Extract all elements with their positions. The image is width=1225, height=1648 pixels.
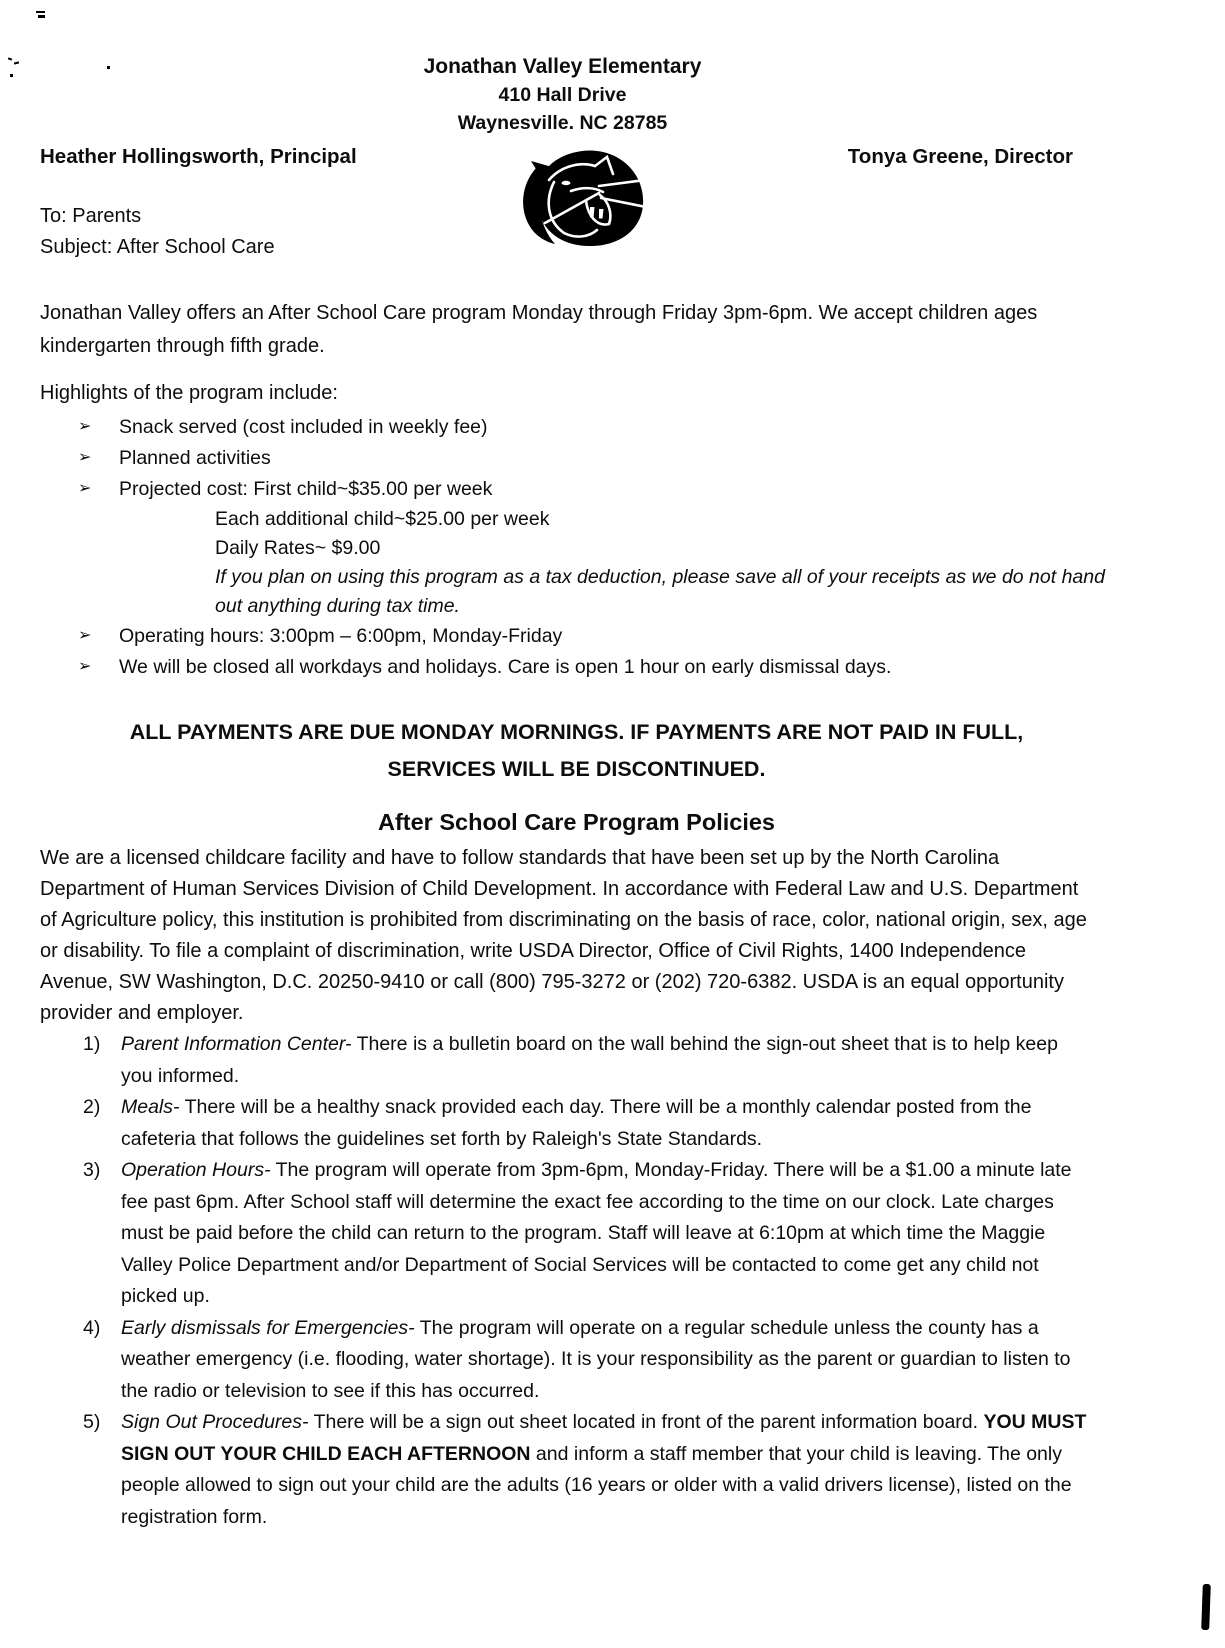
policy-item-text: Early dismissals for Emergencies- The program will operate on a regular schedule unless the county has a weather emergency (i.e. flooding, water shortage). It is your responsibility as the parent or guardian to listen to the radio or television to see if this has occurred. <box>121 1316 1071 1402</box>
policy-item-text: Parent Information Center- There is a bulletin board on the wall behind the sign-out sheet that is to help keep you informed. <box>121 1033 1058 1087</box>
memo-subject-line: Subject: After School Care <box>40 236 275 258</box>
highlight-item-closed-days <box>78 652 1225 682</box>
highlight-item-cost <box>78 474 1225 504</box>
director-name: Tonya Greene, Director <box>847 145 1073 168</box>
sign-out-bold-warning: YOU MUST SIGN OUT YOUR CHILD EACH AFTERNOON <box>121 1411 1087 1465</box>
highlight-text: Projected cost: First child~$35.00 per week <box>119 478 493 500</box>
highlight-item-snack <box>78 412 1225 442</box>
policy-item-lead: Operation Hours- <box>121 1159 271 1181</box>
policy-item-text: Operation Hours- The program will operate from 3pm-6pm, Monday-Friday. There will be a $1.00 a minute late fee past 6pm. After School staff will determine the exact fee according to the time on our clock. Late charges must be paid before the child can return to the program. Staff will leave at 6:10pm at which time the Maggie Valley Police Department and/or Department of Social Services will be contacted to come get any child not picked up. <box>121 1159 1072 1307</box>
highlight-item-activities <box>78 443 1225 473</box>
highlight-text: We will be closed all workdays and holidays. Care is open 1 hour on early dismissal days. <box>119 656 892 678</box>
policy-item-meals <box>83 1092 1225 1155</box>
highlight-text: Snack served (cost included in weekly fee) <box>119 416 488 438</box>
payment-notice <box>0 714 1189 788</box>
arrow-bullet-icon: ➢ <box>78 658 92 675</box>
address-line-2: Waynesville. NC 28785 <box>457 112 668 134</box>
highlights-list <box>78 412 1225 682</box>
policy-item-number: 4) <box>83 1316 101 1339</box>
policy-item-lead: Meals- <box>121 1096 180 1118</box>
policies-list <box>83 1029 1225 1533</box>
highlight-text: Planned activities <box>119 447 271 469</box>
policy-item-operation-hours <box>83 1155 1225 1313</box>
principal-name: Heather Hollingsworth, Principal <box>40 145 357 168</box>
policy-item-lead: Parent Information Center- <box>121 1033 352 1055</box>
arrow-bullet-icon: ➢ <box>78 627 92 644</box>
cost-subline: Each additional child~$25.00 per week <box>215 508 550 530</box>
school-name: Jonathan Valley Elementary <box>423 55 702 78</box>
highlights-title: Highlights of the program include: <box>40 382 338 404</box>
panther-mascot-icon <box>502 146 660 248</box>
policy-item-lead: Sign Out Procedures- <box>121 1411 309 1433</box>
memo-to-line: To: Parents <box>40 205 142 227</box>
policy-item-parent-information-center <box>83 1029 1225 1092</box>
policy-item-text: Meals- There will be a healthy snack provided each day. There will be a monthly calendar posted from the cafeteria that follows the guidelines set forth by Raleigh's State Standards. <box>121 1096 1032 1150</box>
policy-item-number: 2) <box>83 1096 101 1118</box>
cost-subline: Daily Rates~ $9.00 <box>215 537 381 559</box>
highlight-text: Operating hours: 3:00pm – 6:00pm, Monday-Friday <box>119 625 563 647</box>
arrow-bullet-icon: ➢ <box>78 418 92 435</box>
payment-notice-line-1: ALL PAYMENTS ARE DUE MONDAY MORNINGS. IF PAYMENTS ARE NOT PAID IN FULL, <box>129 720 1024 744</box>
policy-item-early-dismissals <box>83 1313 1225 1408</box>
scan-artifact <box>1201 1584 1211 1630</box>
policies-heading: After School Care Program Policies <box>377 809 775 835</box>
address-line-1: 410 Hall Drive <box>498 84 627 106</box>
arrow-bullet-icon: ➢ <box>78 449 92 466</box>
tax-deduction-note: If you plan on using this program as a tax deduction, please save all of your receipts as we do not hand out anything during tax time. <box>215 566 1105 617</box>
intro-paragraph: Jonathan Valley offers an After School Care program Monday through Friday 3pm-6pm. We accept children ages kindergarten through fifth grade. <box>40 302 1038 357</box>
policy-item-number: 3) <box>83 1159 101 1181</box>
letterhead <box>0 0 1175 137</box>
arrow-bullet-icon: ➢ <box>78 480 92 497</box>
policy-item-number: 5) <box>83 1411 101 1433</box>
policies-intro-paragraph: We are a licensed childcare facility and have to follow standards that have been set up by the North Carolina Department of Human Services Division of Child Development. In accordance with Federal Law and U.S. Department of Agriculture policy, this institution is prohibited from discriminating on the basis of race, color, national origin, sex, age or disability. To file a complaint of discrimination, write USDA Director, Office of Civil Rights, 1400 Independence Avenue, SW Washington, D.C. 20250-9410 or call (800) 795-3272 or (202) 720-6382. USDA is an equal opportunity provider and employer. <box>40 847 1087 1024</box>
policy-item-text: Sign Out Procedures- There will be a sign out sheet located in front of the parent information board. YOU MUST SIGN OUT YOUR CHILD EACH AFTERNOON and inform a staff member that your child is leaving. The only people allowed to sign out your child are the adults (16 years or older with a valid drivers license), listed on the registration form. <box>121 1411 1087 1528</box>
policy-item-lead: Early dismissals for Emergencies- <box>121 1316 415 1339</box>
highlight-item-hours <box>78 621 1225 651</box>
payment-notice-line-2: SERVICES WILL BE DISCONTINUED. <box>387 757 766 781</box>
policy-item-sign-out-procedures <box>83 1407 1225 1533</box>
policy-item-number: 1) <box>83 1033 101 1055</box>
